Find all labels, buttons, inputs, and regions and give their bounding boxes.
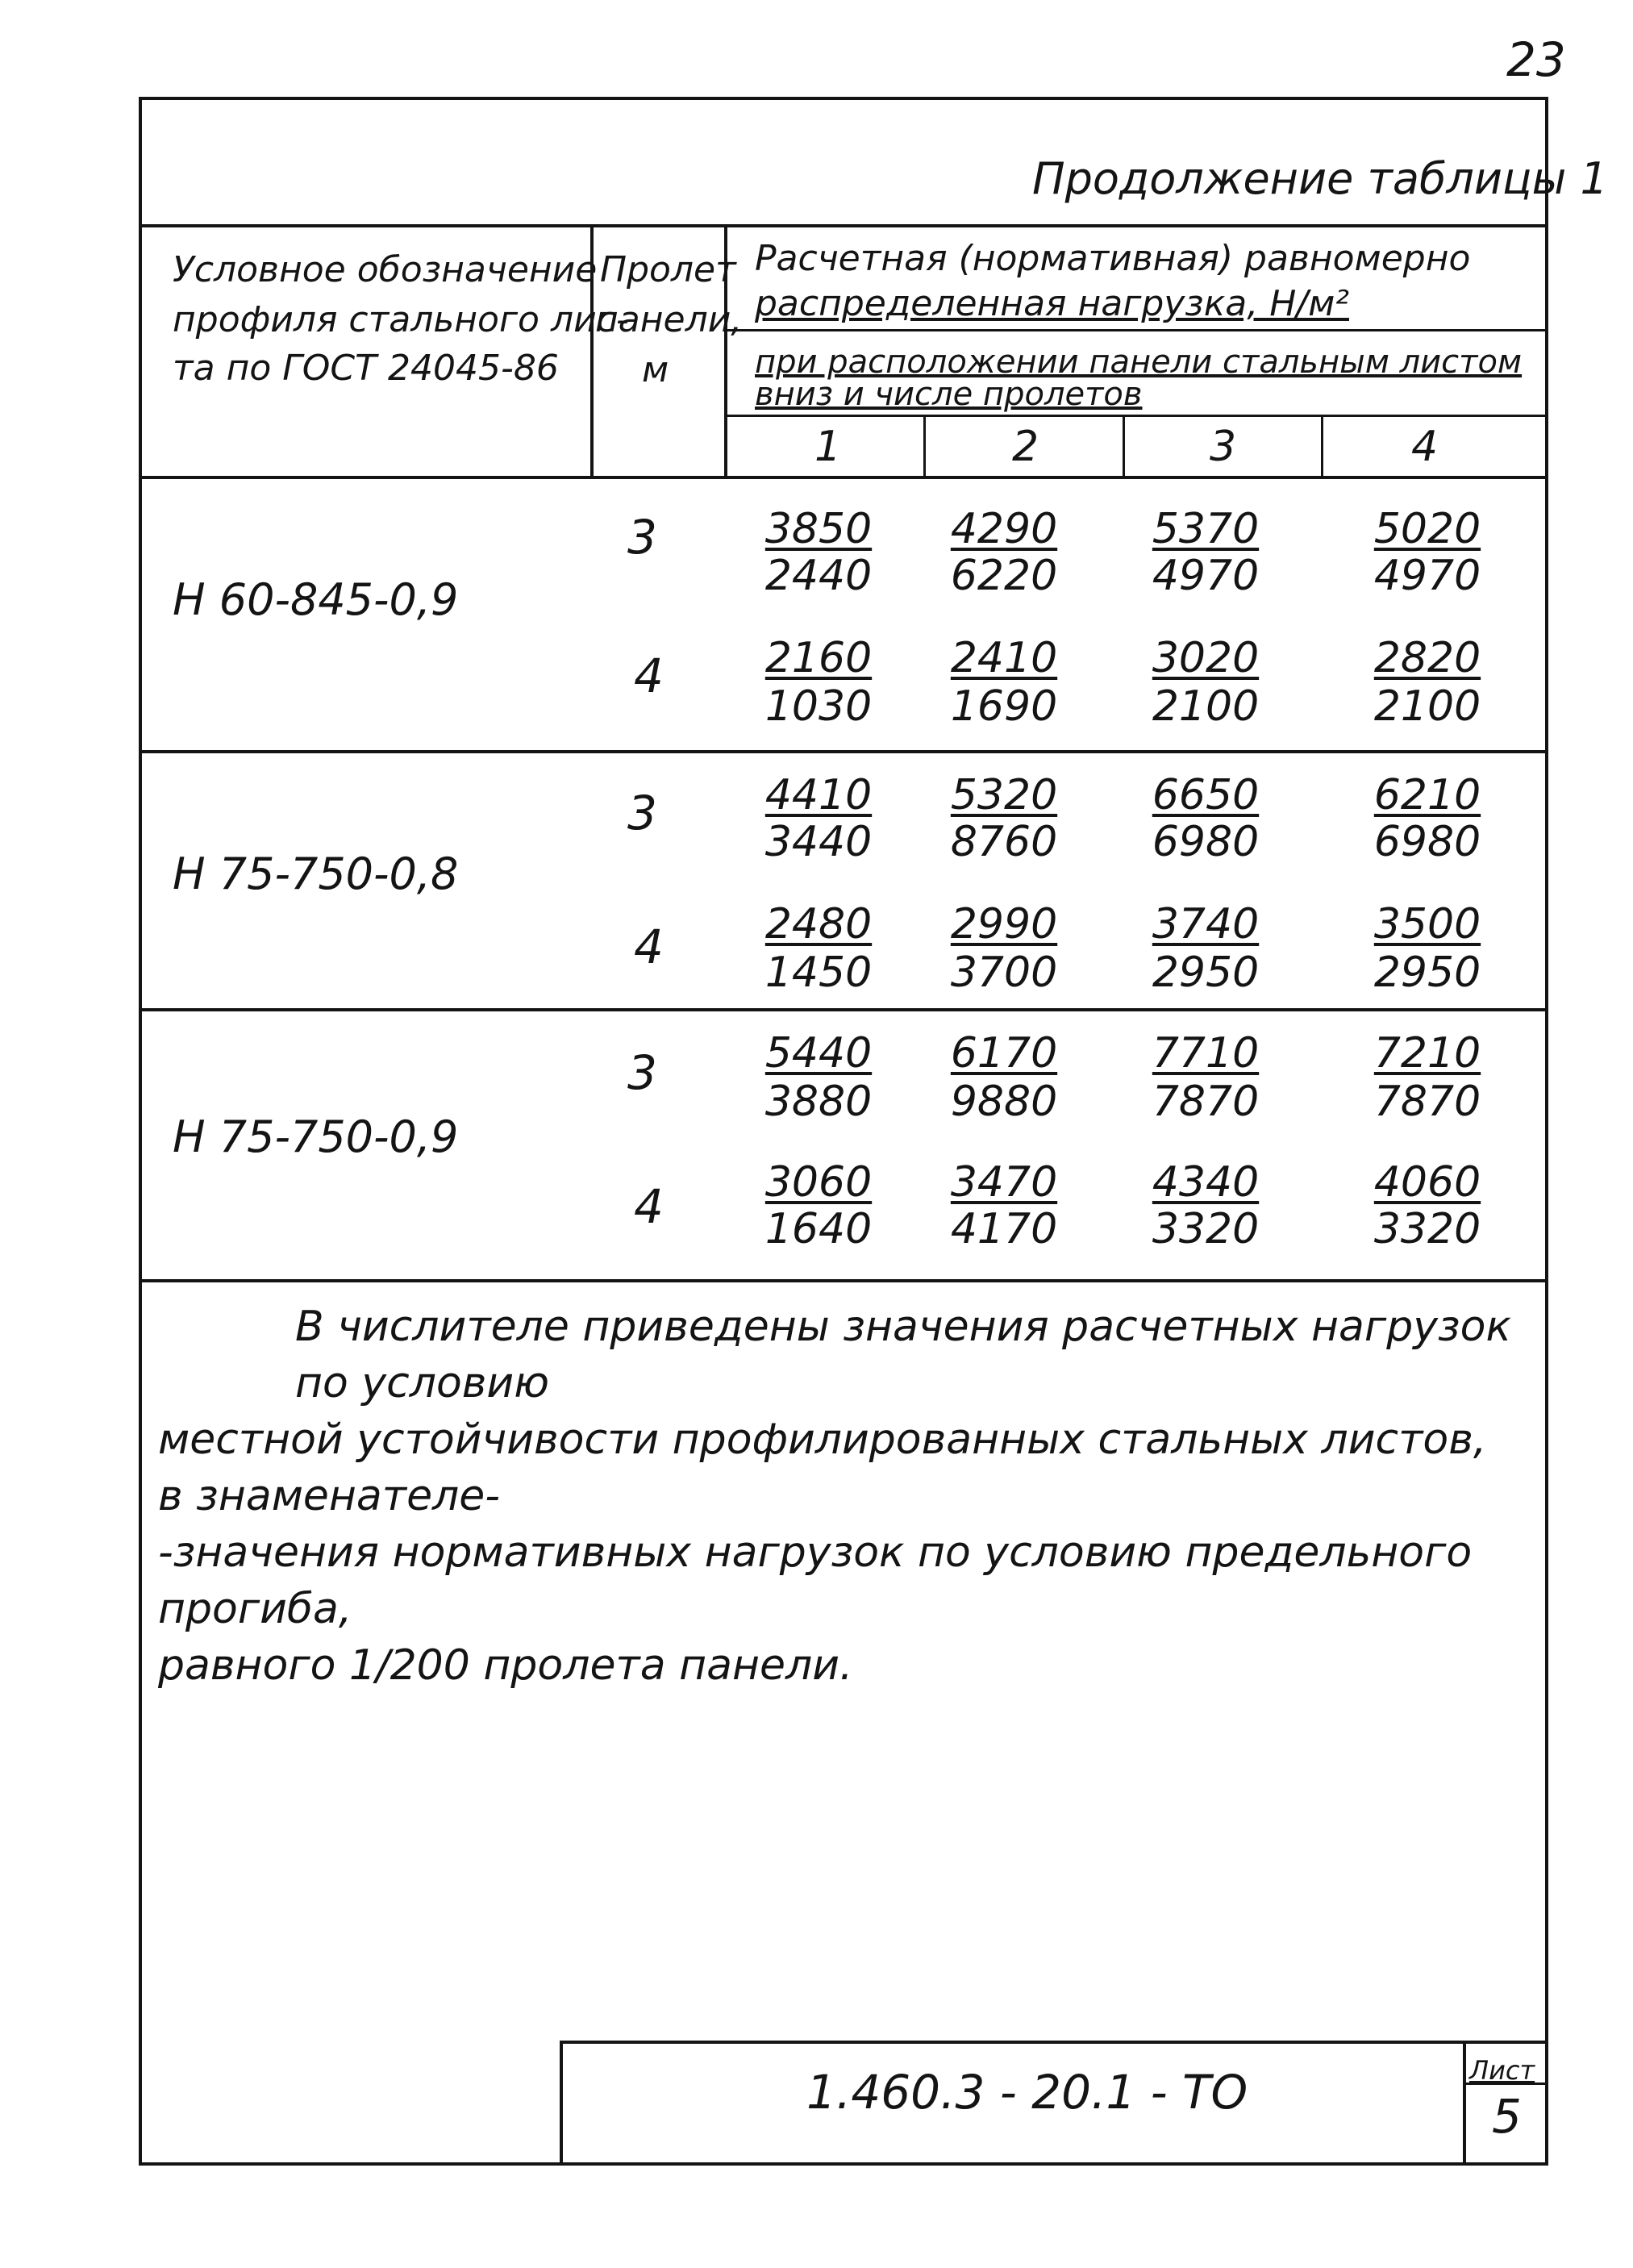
title-block-top-rule <box>560 2041 1548 2044</box>
design-load: 4060 <box>1373 1158 1481 1207</box>
table-caption: Продолжение таблицы 1 <box>1032 153 1608 204</box>
design-load: 3020 <box>1152 634 1260 682</box>
normative-load: 3320 <box>1373 1205 1481 1253</box>
normative-load: 2950 <box>1152 948 1260 997</box>
span-value: 4 <box>634 648 664 703</box>
design-load: 6650 <box>1152 771 1260 819</box>
normative-load: 1640 <box>764 1205 873 1253</box>
span-count-2: 2 <box>1012 423 1039 471</box>
normative-load: 4170 <box>950 1205 1058 1253</box>
span-value: 3 <box>627 510 657 565</box>
normative-load: 1450 <box>764 948 873 997</box>
normative-load: 2440 <box>764 552 873 600</box>
header-profile-line3: та по ГОСТ 24045-86 <box>173 348 559 389</box>
span-value: 4 <box>634 1179 664 1234</box>
normative-load: 1690 <box>950 682 1058 731</box>
header-profile-line1: Условное обозначение <box>173 249 598 290</box>
normative-load: 2100 <box>1373 682 1481 731</box>
profile-name: Н 75-750-0,8 <box>173 848 459 899</box>
design-load: 2820 <box>1373 634 1481 682</box>
design-load: 6210 <box>1373 771 1481 819</box>
load-header-rule <box>724 329 1548 331</box>
count-divider-2 <box>1123 415 1125 477</box>
normative-load: 6980 <box>1373 818 1481 866</box>
design-load: 3470 <box>950 1158 1058 1207</box>
count-divider-3 <box>1321 415 1323 477</box>
group-rule-2 <box>139 1008 1548 1011</box>
design-load: 5020 <box>1373 505 1481 553</box>
sheet-number: 5 <box>1492 2089 1522 2144</box>
header-top-rule <box>139 224 1548 227</box>
design-load: 6170 <box>950 1029 1058 1078</box>
document-code: 1.460.3 - 20.1 - ТО <box>806 2065 1248 2120</box>
group-rule-1 <box>139 750 1548 753</box>
design-load: 3060 <box>764 1158 873 1207</box>
normative-load: 8760 <box>950 818 1058 866</box>
span-value: 3 <box>627 1045 657 1100</box>
normative-load: 4970 <box>1373 552 1481 600</box>
header-span-line3: м <box>642 349 669 390</box>
normative-load: 7870 <box>1152 1078 1260 1126</box>
span-count-4: 4 <box>1411 423 1439 471</box>
design-load: 2410 <box>950 634 1058 682</box>
header-bottom-rule <box>139 476 1548 479</box>
header-load-line1: Расчетная (нормативная) равномерно <box>755 238 1471 279</box>
count-divider-1 <box>923 415 926 477</box>
note-line: местной устойчивости профилированных стальных листов, в знаменателе- <box>158 1415 1487 1520</box>
profile-name: Н 75-750-0,9 <box>173 1111 459 1162</box>
normative-load: 1030 <box>764 682 873 731</box>
design-load: 5320 <box>950 771 1058 819</box>
design-load: 7710 <box>1152 1029 1260 1078</box>
span-value: 3 <box>627 786 657 840</box>
note-line: В числителе приведены значения расчетных нагрузок по условию <box>295 1303 1511 1407</box>
count-header-rule <box>724 415 1548 417</box>
normative-load: 2950 <box>1373 948 1481 997</box>
design-load: 3850 <box>764 505 873 553</box>
profile-name: Н 60-845-0,9 <box>173 574 459 625</box>
title-block-left-rule <box>560 2041 563 2166</box>
group-rule-3 <box>139 1279 1548 1282</box>
header-position-line1: при расположении панели стальным листом <box>755 344 1523 381</box>
design-load: 2990 <box>950 900 1058 948</box>
header-span-line1: Пролет <box>600 249 736 290</box>
design-load: 4340 <box>1152 1158 1260 1207</box>
sheet-cell-left-rule <box>1463 2041 1466 2166</box>
normative-load: 3700 <box>950 948 1058 997</box>
header-profile-line2: профиля стального лис- <box>173 299 629 340</box>
normative-load: 4970 <box>1152 552 1260 600</box>
sheet-label: Лист <box>1469 2055 1535 2086</box>
normative-load: 3440 <box>764 818 873 866</box>
normative-load: 3320 <box>1152 1205 1260 1253</box>
note-line: равного 1/200 пролета панели. <box>158 1641 853 1690</box>
design-load: 4410 <box>764 771 873 819</box>
normative-load: 7870 <box>1373 1078 1481 1126</box>
design-load: 5370 <box>1152 505 1260 553</box>
normative-load: 6980 <box>1152 818 1260 866</box>
note-line: -значения нормативных нагрузок по условию предельного прогиба, <box>158 1528 1473 1633</box>
normative-load: 2100 <box>1152 682 1260 731</box>
design-load: 2480 <box>764 900 873 948</box>
design-load: 2160 <box>764 634 873 682</box>
design-load: 4290 <box>950 505 1058 553</box>
header-position-line2: вниз и числе пролетов <box>755 376 1143 413</box>
note-paragraph <box>158 1299 1521 1694</box>
span-count-1: 1 <box>814 423 842 471</box>
normative-load: 9880 <box>950 1078 1058 1126</box>
page-number: 23 <box>1506 32 1566 87</box>
design-load: 5440 <box>764 1029 873 1078</box>
span-value: 4 <box>634 919 664 974</box>
design-load: 7210 <box>1373 1029 1481 1078</box>
normative-load: 3880 <box>764 1078 873 1126</box>
normative-load: 6220 <box>950 552 1058 600</box>
header-span-line2: панели, <box>595 299 743 340</box>
span-count-3: 3 <box>1210 423 1237 471</box>
header-load-line2: распределенная нагрузка, Н/м² <box>755 283 1349 324</box>
design-load: 3500 <box>1373 900 1481 948</box>
design-load: 3740 <box>1152 900 1260 948</box>
